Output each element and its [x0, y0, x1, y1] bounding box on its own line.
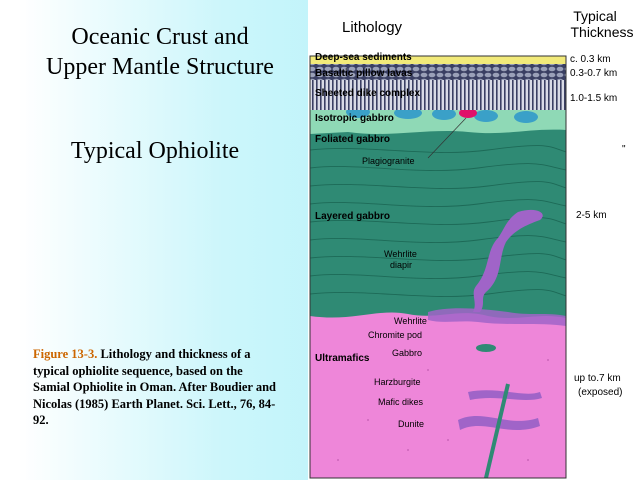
label-chromite-pod: Chromite pod [368, 330, 423, 340]
slide-title [0, 22, 320, 82]
title-line-1: Oceanic Crust and [71, 24, 249, 50]
label-dunite: Dunite [398, 419, 425, 429]
thickness-sheeted-dikes: 1.0-1.5 km [570, 93, 618, 104]
thickness-gabbro: 2-5 km [576, 210, 607, 221]
label-layered-gabbro: Layered gabbro [315, 211, 391, 222]
label-wehrlite: Wehrlite [394, 316, 427, 326]
figure-caption [33, 346, 278, 429]
caption-figure-number: Figure 13-3. [33, 347, 98, 361]
thickness-mark: " [622, 144, 626, 155]
label-mafic-dikes: Mafic dikes [378, 397, 424, 407]
caption-text: Lithology and thickness of a typical ophiolite sequence, based on the Samial Ophiolite in Oman. After Boudier and Nicolas (1985) Earth Planet. Sci. Lett., 76, 84-92. [33, 347, 276, 427]
thickness-ultramafics-1: up to.7 km [574, 373, 621, 384]
slide-subtitle: Typical Ophiolite [70, 138, 240, 164]
header-thickness: Thickness [570, 24, 634, 40]
title-line-2: Upper Mantle Structure [46, 54, 274, 80]
header-typical: Typical [573, 8, 617, 24]
label-sheeted-dike-complex: Sheeted dike complex [315, 88, 421, 99]
ophiolite-diagram-panel [308, 0, 640, 480]
header-lithology: Lithology [342, 19, 403, 36]
thickness-sediments: c. 0.3 km [570, 54, 611, 65]
thickness-ultramafics-2: (exposed) [578, 387, 623, 398]
label-ultramafics: Ultramafics [315, 353, 370, 364]
ophiolite-column-svg [308, 0, 640, 480]
label-isotropic-gabbro: Isotropic gabbro [315, 113, 394, 124]
chromite-pod-shape [476, 344, 496, 352]
label-foliated-gabbro: Foliated gabbro [315, 134, 390, 145]
label-basaltic-pillow-lavas: Basaltic pillow lavas [315, 68, 413, 79]
label-gabbro: Gabbro [392, 348, 423, 358]
label-plagiogranite: Plagiogranite [362, 156, 415, 166]
label-wehrlite-diapir-1: Wehrlite [384, 249, 417, 259]
label-deep-sea-sediments: Deep-sea sediments [315, 52, 412, 63]
thickness-pillow-lavas: 0.3-0.7 km [570, 68, 618, 79]
ultramafics-layer [310, 300, 566, 480]
label-harzburgite: Harzburgite [374, 377, 421, 387]
label-wehrlite-diapir-2: diapir [390, 260, 413, 270]
